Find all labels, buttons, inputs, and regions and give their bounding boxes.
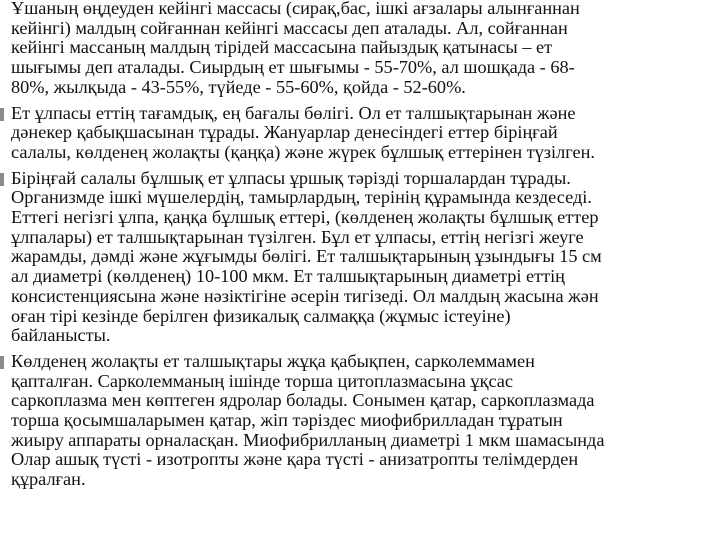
text-line: Еттегі негізгі ұлпа, қаңқа бұлшық еттері, (көлденең жолақты бұлшық еттер <box>11 207 599 228</box>
text-line: жарамды, дәмді және жұғымды бөлігі. Ет талшықтарының ұзындығы 15 см <box>11 246 602 267</box>
text-line: Көлденең жолақты ет талшықтары жұқа қабықпен, сарколеммамен <box>11 350 535 371</box>
text-line: байланысты. <box>11 325 111 346</box>
text-line: салалы, көлденең жолақты (қаңқа) және жүрек бұлшық еттерінен түзілген. <box>11 141 595 162</box>
text-line: Ұшаның өңдеуден кейінгі массасы (сирақ,бас, ішкі ағзалары алынғаннан <box>11 0 580 18</box>
text-line: кейінгі) малдың сойғаннан кейінгі массасы деп аталады. Ал, сойғаннан <box>11 17 568 38</box>
text-line: оған тірі кезінде берілген физикалық салмаққа (жұмыс істеуіне) <box>11 305 511 326</box>
text-line: консистенциясына және нәзіктігіне әсерін тигізеді. Ол малдың жасына жән <box>11 285 599 306</box>
text-line: 80%, жылқыда - 43-55%, түйеде - 55-60%, қойда - 52-60%. <box>11 76 466 97</box>
bullet-marker <box>0 173 4 186</box>
text-line: кейінгі массаның малдың тірідей массасына пайыздық қатынасы – ет <box>11 37 553 58</box>
text-line: саркоплазма мен көптеген ядролар болады. Сонымен қатар, саркоплазмада <box>11 390 595 411</box>
bullet-marker <box>0 356 4 369</box>
text-line: шығымы деп аталады. Сиырдың ет шығымы - 55-70%, ал шошқада - 68- <box>11 57 575 78</box>
text-line: дәнекер қабықшасынан тұрады. Жануарлар денесіндегі еттер біріңғай <box>11 122 558 143</box>
text-line: Организмде ішкі мүшелердің, тамырлардың, терінің құрамында кездеседі. <box>11 187 592 208</box>
text-line: торша қосымшаларымен қатар, жіп тәріздес миофибрилладан тұратын <box>11 410 563 431</box>
text-line: жиыру аппараты орналасқан. Миофибрилланың диаметрі 1 мкм шамасында <box>11 429 605 450</box>
text-line: құралған. <box>11 469 86 490</box>
text-line: ұлпалары) ет талшықтарынан түзілген. Бұл ет ұлпасы, еттің негізгі жеуге <box>11 226 584 247</box>
paragraph-3 <box>0 169 720 346</box>
text-line: қапталған. Сарколемманың ішінде торша цитоплазмасына ұқсас <box>11 370 514 391</box>
paragraph-2 <box>0 104 720 163</box>
text-line: ал диаметрі (көлденең) 10-100 мкм. Ет талшықтарының диаметрі еттің <box>11 266 565 287</box>
text-line: Олар ашық түсті - изотропты және қара түсті - анизатропты телімдерден <box>11 449 579 470</box>
text-line: Ет ұлпасы еттің тағамдық, ең бағалы бөлігі. Ол ет талшықтарынан және <box>11 102 576 123</box>
text-line: Біріңғай салалы бұлшық ет ұлпасы ұршық тәрізді торшалардан тұрады. <box>11 167 571 188</box>
paragraph-4 <box>0 352 720 490</box>
bullet-marker <box>0 108 4 121</box>
paragraph-1 <box>0 0 720 98</box>
